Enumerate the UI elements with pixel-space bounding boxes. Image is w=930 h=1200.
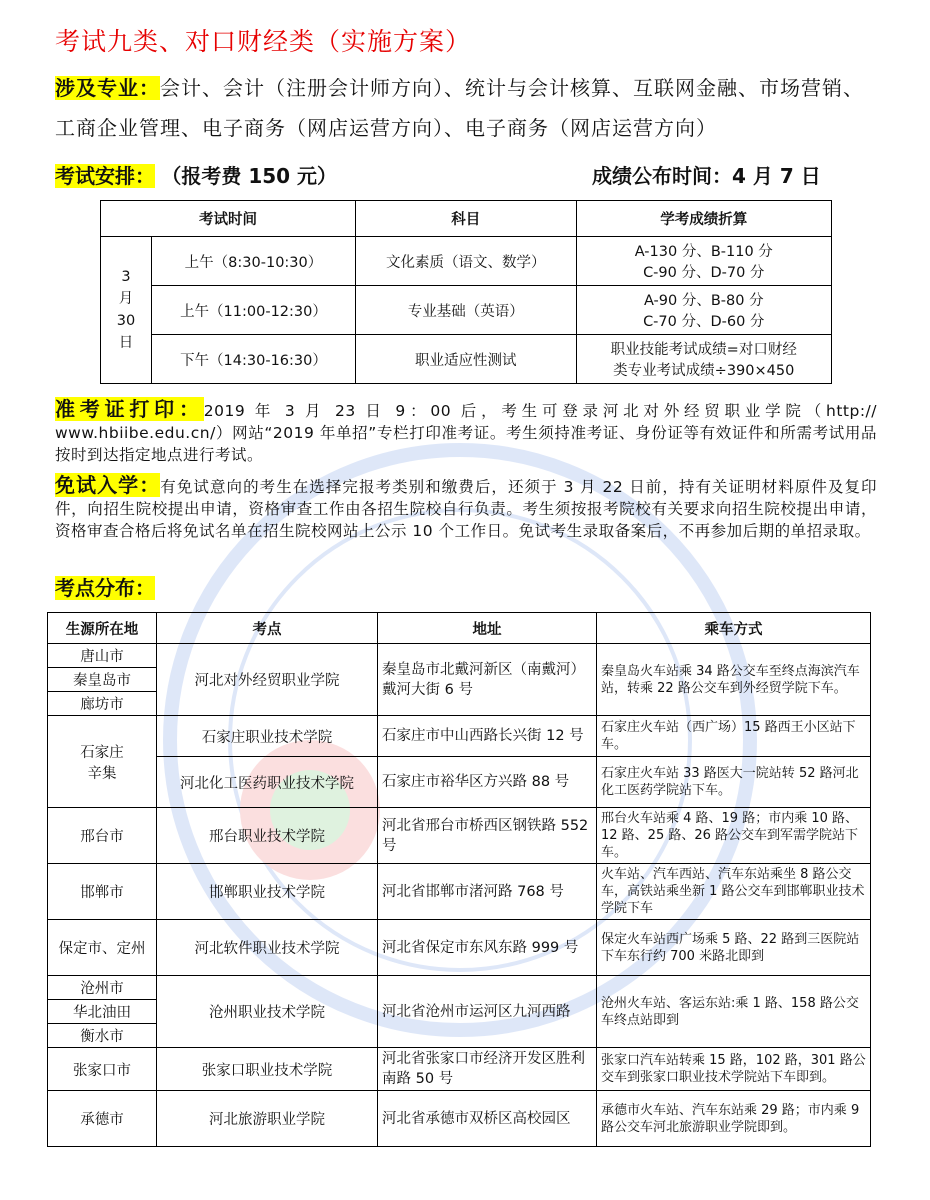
origin-cell: 张家口市: [48, 1048, 157, 1091]
origin-cell: 华北油田: [48, 1000, 157, 1024]
majors-label: 涉及专业：: [55, 76, 160, 100]
address-cell: 石家庄市中山西路长兴街 12 号: [378, 716, 597, 757]
header-origin: 生源所在地: [48, 613, 157, 644]
site-cell: 沧州职业技术学院: [157, 976, 378, 1048]
table-row: [48, 1091, 871, 1147]
majors-paragraph: [55, 68, 875, 148]
address-cell: 河北省邯郸市渚河路 768 号: [378, 864, 597, 920]
table-row: [48, 644, 871, 668]
exam-date: 3 月 30 日: [101, 237, 152, 384]
address-cell: 河北省沧州市运河区九河西路: [378, 976, 597, 1048]
score-conversion: A-90 分、B-80 分 C-70 分、D-60 分: [576, 286, 831, 335]
admission-text: 2019 年 3 月 23 日 9：00 后，考生可登录河北对外经贸职业学院（http:// www.hbiibe.edu.cn/）网站“2019 年单招”专栏打印准考证。考生须持准考证、身份证等有效证件和所需考试用品按时到达指定地点进行考试。: [55, 402, 877, 464]
header-score-conversion: 学考成绩折算: [576, 201, 831, 237]
transport-cell: 保定火车站西广场乘 5 路、22 路到三医院站下车东行约 700 米路北即到: [597, 920, 871, 976]
site-cell: 邯郸职业技术学院: [157, 864, 378, 920]
exemption-label: 免试入学：: [55, 473, 161, 497]
exam-sites-table: [47, 612, 871, 1147]
address-cell: 河北省保定市东风东路 999 号: [378, 920, 597, 976]
admission-label: 准考证打印：: [55, 397, 204, 421]
site-cell: 河北化工医药职业技术学院: [157, 757, 378, 808]
exam-subject: 文化素质（语文、数学）: [355, 237, 576, 286]
header-exam-time: 考试时间: [101, 201, 356, 237]
arrangement-label: 考试安排：: [55, 164, 155, 188]
transport-cell: 承德市火车站、汽车东站乘 29 路；市内乘 9 路公交车河北旅游职业学院即到。: [597, 1091, 871, 1147]
exam-time: 上午（11:00-12:30）: [152, 286, 356, 335]
table-row: [101, 237, 832, 286]
origin-cell: 秦皇岛市: [48, 668, 157, 692]
table-row: [48, 1048, 871, 1091]
header-address: 地址: [378, 613, 597, 644]
transport-cell: 火车站、汽车西站、汽车东站乘坐 8 路公交车，高铁站乘坐新 1 路公交车到邯郸职业技术学院下车: [597, 864, 871, 920]
origin-cell: 石家庄 辛集: [48, 716, 157, 808]
site-cell: 张家口职业技术学院: [157, 1048, 378, 1091]
page-title: 考试九类、对口财经类（实施方案）: [55, 27, 472, 56]
table-row: [48, 757, 871, 808]
table-row: [101, 335, 832, 384]
site-cell: 石家庄职业技术学院: [157, 716, 378, 757]
table-row: [101, 286, 832, 335]
address-cell: 河北省邢台市桥西区钢铁路 552 号: [378, 808, 597, 864]
transport-cell: 秦皇岛火车站乘 34 路公交车至终点海滨汽车站，转乘 22 路公交车到外经贸学院下车。: [597, 644, 871, 716]
header-subject: 科目: [355, 201, 576, 237]
site-cell: 河北旅游职业学院: [157, 1091, 378, 1147]
exam-schedule-table: [100, 200, 832, 384]
sites-label: 考点分布：: [55, 576, 155, 600]
arrangement-line: [55, 160, 337, 189]
origin-cell: 唐山市: [48, 644, 157, 668]
origin-cell: 保定市、定州: [48, 920, 157, 976]
table-row: [48, 808, 871, 864]
origin-cell: 沧州市: [48, 976, 157, 1000]
sites-heading: [55, 572, 155, 601]
admission-paragraph: [55, 398, 877, 466]
score-conversion: 职业技能考试成绩=对口财经 类专业考试成绩÷390×450: [576, 335, 831, 384]
origin-cell: 邢台市: [48, 808, 157, 864]
origin-cell: 廊坊市: [48, 692, 157, 716]
header-transport: 乘车方式: [597, 613, 871, 644]
site-cell: 河北软件职业技术学院: [157, 920, 378, 976]
table-row: [48, 716, 871, 757]
transport-cell: 邢台火车站乘 4 路、19 路；市内乘 10 路、12 路、25 路、26 路公交车到军需学院站下车。: [597, 808, 871, 864]
address-cell: 河北省承德市双桥区高校园区: [378, 1091, 597, 1147]
origin-cell: 邯郸市: [48, 864, 157, 920]
majors-text: 会计、会计（注册会计师方向）、统计与会计核算、互联网金融、市场营销、工商企业管理、电子商务（网店运营方向）、电子商务（网店运营方向）: [55, 76, 864, 140]
table-row: [48, 920, 871, 976]
transport-cell: 石家庄火车站 33 路医大一院站转 52 路河北化工医药学院站下车。: [597, 757, 871, 808]
fee-text: （报考费 150 元）: [161, 164, 338, 188]
score-conversion: A-130 分、B-110 分 C-90 分、D-70 分: [576, 237, 831, 286]
transport-cell: 石家庄火车站（西广场）15 路西王小区站下车。: [597, 716, 871, 757]
exam-time: 下午（14:30-16:30）: [152, 335, 356, 384]
address-cell: 河北省张家口市经济开发区胜利南路 50 号: [378, 1048, 597, 1091]
result-time: 成绩公布时间：4 月 7 日: [592, 164, 821, 188]
exemption-paragraph: [55, 474, 877, 542]
address-cell: 秦皇岛市北戴河新区（南戴河）戴河大街 6 号: [378, 644, 597, 716]
exam-subject: 专业基础（英语）: [355, 286, 576, 335]
header-site: 考点: [157, 613, 378, 644]
table-row: [48, 976, 871, 1000]
exam-time: 上午（8:30-10:30）: [152, 237, 356, 286]
exemption-text: 有免试意向的考生在选择完报考类别和缴费后，还须于 3 月 22 日前，持有关证明材料原件及复印件，向招生院校提出申请，资格审查工作由各招生院校自行负责。考生须按报考院校有关要求向招生院校提出申请，资格审查合格后将免试名单在招生院校网站上公示 10 个工作日。免试考生录取备案后，不再参加后期的单招录取。: [55, 478, 878, 540]
transport-cell: 沧州火车站、客运东站:乘 1 路、158 路公交车终点站即到: [597, 976, 871, 1048]
table-row: [48, 864, 871, 920]
site-cell: 河北对外经贸职业学院: [157, 644, 378, 716]
exam-subject: 职业适应性测试: [355, 335, 576, 384]
address-cell: 石家庄市裕华区方兴路 88 号: [378, 757, 597, 808]
origin-cell: 承德市: [48, 1091, 157, 1147]
site-cell: 邢台职业技术学院: [157, 808, 378, 864]
transport-cell: 张家口汽车站转乘 15 路，102 路，301 路公交车到张家口职业技术学院站下车即到。: [597, 1048, 871, 1091]
origin-cell: 衡水市: [48, 1024, 157, 1048]
